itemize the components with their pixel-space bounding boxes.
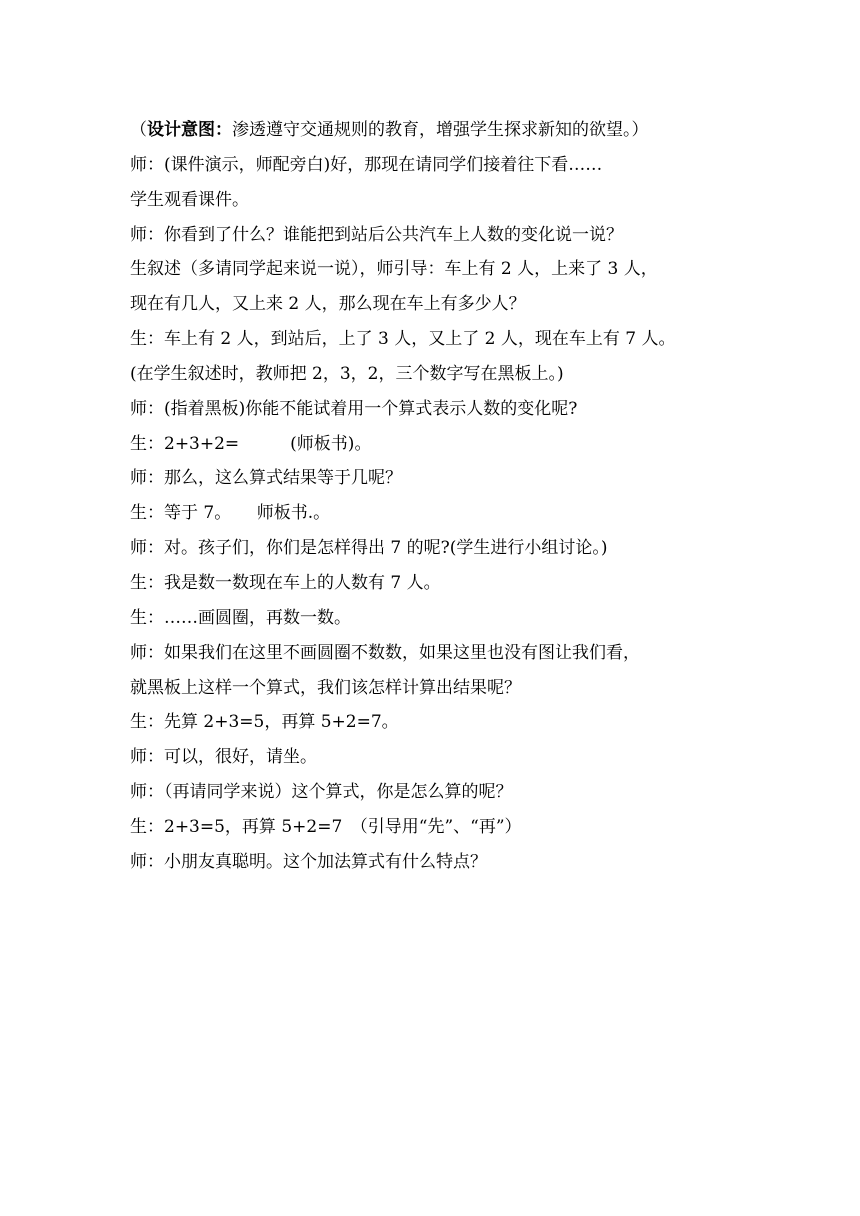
transcript-line-14: 生：……画圆圈，再数一数。 bbox=[130, 607, 351, 628]
design-intent-line bbox=[130, 113, 740, 148]
transcript-line-18: 师：可以，很好，请坐。 bbox=[130, 747, 317, 768]
transcript-line-17: 生：先算 2+3=5，再算 5+2=7。 bbox=[130, 712, 399, 733]
transcript-line-6: 生：车上有 2 人，到站后，上了 3 人，又上了 2 人，现在车上有 7 人。 bbox=[130, 329, 676, 350]
transcript-line-2: 学生观看课件。 bbox=[130, 189, 249, 210]
transcript-line-8: 师：(指着黑板)你能不能试着用一个算式表示人数的变化呢? bbox=[130, 398, 578, 419]
transcript-line-13: 生：我是数一数现在车上的人数有 7 人。 bbox=[130, 572, 441, 593]
transcript-line-9: 生：2+3+2= (师板书)。 bbox=[130, 433, 372, 454]
transcript-line-7: (在学生叙述时，教师把 2，3，2，三个数字写在黑板上。) bbox=[130, 363, 564, 384]
transcript-line-21: 师：小朋友真聪明。这个加法算式有什么特点？ bbox=[130, 851, 487, 872]
transcript-line-10: 师：那么，这么算式结果等于几呢？ bbox=[130, 468, 402, 489]
lesson-transcript bbox=[130, 113, 740, 880]
transcript-line-1: 师：(课件演示，师配旁白)好，那现在请同学们接着往下看…… bbox=[130, 154, 603, 175]
transcript-line-11: 生：等于 7。 师板书.。 bbox=[130, 503, 331, 524]
transcript-line-20: 生：2+3=5，再算 5+2=7 （引导用“先”、“再”） bbox=[130, 816, 522, 837]
transcript-line-5: 现在有几人，又上来 2 人，那么现在车上有多少人？ bbox=[130, 294, 526, 315]
transcript-line-19: 师：（再请同学来说）这个算式，你是怎么算的呢？ bbox=[130, 782, 513, 803]
transcript-line-12: 师：对。孩子们，你们是怎样得出 7 的呢?(学生进行小组讨论。) bbox=[130, 538, 608, 559]
transcript-line-4: 生叙述（多请同学起来说一说），师引导：车上有 2 人，上来了 3 人， bbox=[130, 259, 658, 280]
design-intent-heading: 设计意图： bbox=[147, 120, 232, 140]
transcript-line-15: 师：如果我们在这里不画圆圈不数数，如果这里也没有图让我们看， bbox=[130, 642, 640, 663]
transcript-line-16: 就黑板上这样一个算式，我们该怎样计算出结果呢？ bbox=[130, 677, 521, 698]
design-intent-prefix: （ bbox=[130, 120, 147, 140]
transcript-line-3: 师：你看到了什么？谁能把到站后公共汽车上人数的变化说一说？ bbox=[130, 224, 623, 245]
design-intent-text: 渗透遵守交通规则的教育，增强学生探求新知的欲望。） bbox=[232, 120, 649, 140]
